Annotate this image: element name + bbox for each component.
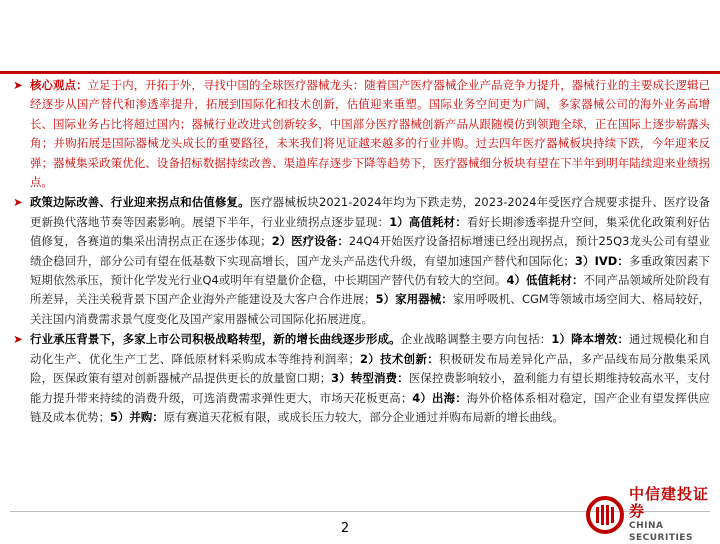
strategy-mna-label: 5）并购： — [110, 409, 164, 424]
segment-ivd-label: 3）IVD： — [574, 253, 629, 268]
strategy-consumer-label: 3）转型消费： — [331, 371, 409, 386]
china-securities-logo — [585, 485, 715, 543]
segment-low-value-consumables-label: 4）低值耗材： — [506, 273, 584, 288]
page-number: 2 — [340, 521, 350, 536]
transformation-intro: 企业战略调整主要方向包括： — [400, 332, 552, 347]
segment-home-devices-text: 家用呼吸机、CGM等领域市场空间大、格局较好，关注国内消费需求景气度变化及国产家用器械公司国际化拓展进度。 — [30, 292, 711, 326]
strategy-cost-reduction-label: 1）降本增效： — [551, 332, 630, 347]
strategy-mna-text: 原有赛道天花板有限，或成长压力较大，部分企业通过并购布局新的增长曲线。 — [163, 409, 564, 424]
segment-high-value-consumables-label: 1）高值耗材： — [389, 214, 467, 229]
segment-medical-equipment-text: 24Q4开始医疗设备招标增速已经出现拐点，预计25Q3龙头公司有望业绩企稳回升，部分公司有望在低基数下实现高增长，国产龙头产品迭代升级，有望加速国产替代和国际化； — [30, 234, 711, 268]
segment-home-devices-label: 5）家用器械： — [375, 292, 453, 307]
header-divider — [0, 71, 720, 74]
report-body — [10, 76, 710, 428]
strategy-overseas-text: 海外价格体系相对稳定，国产企业有望发挥供应链及成本优势； — [30, 390, 710, 424]
strategic-transformation-text — [26, 330, 710, 427]
bullet-policy-inflection — [10, 193, 710, 329]
logo-english-name: CHINA SECURITIES — [629, 521, 693, 543]
policy-intro: 医疗器械板块2021-2024年均为下跌走势，2023-2024年受医疗合规要求提升、医疗设备更新换代落地节奏等因素影响。展望下半年，行业业绩拐点逐步显现： — [30, 195, 711, 229]
arrow-bullet-icon: ➤ — [13, 195, 23, 210]
policy-inflection-text — [26, 193, 710, 329]
segment-high-value-consumables-text: 看好长期渗透率提升空间，集采优化政策利好估值修复，各赛道的集采出清拐点正在逐步体现； — [30, 214, 710, 249]
strategy-innovation-label: 2）技术创新： — [359, 351, 440, 366]
bullet-strategic-transformation — [10, 330, 710, 427]
segment-low-value-consumables-text: 不同产品领域所处阶段有所差异，关注关税背景下国产企业海外产能建设及大客户合作进展； — [30, 273, 710, 307]
china-securities-emblem-icon — [585, 495, 625, 535]
transformation-heading: 行业承压背景下，多家上市公司积极战略转型，新的增长曲线逐步形成。 — [30, 332, 401, 347]
bullet-key-view — [10, 76, 710, 192]
arrow-bullet-icon: ➤ — [13, 332, 23, 347]
strategy-cost-reduction-text: 通过规模化和自动化生产、优化生产工艺、降低原材料采购成本等维持利润率； — [30, 332, 710, 366]
logo-chinese-name: 中信建投证券 — [629, 485, 710, 520]
key-view-text — [26, 76, 710, 192]
segment-ivd-text: 多重政策因素下短期依然承压，预计化学发光行业Q4或明年有望量价企稳，中长期国产替代仍有较大的空间。 — [30, 253, 710, 288]
policy-heading: 政策边际改善、行业迎来拐点和估值修复。 — [30, 195, 250, 210]
key-view-heading: 核心观点： — [30, 78, 88, 92]
arrow-bullet-icon: ➤ — [13, 78, 23, 92]
strategy-consumer-text: 医保控费影响较小，盈利能力有望长期维持较高水平，支付能力提升带来持续的消费升级，可选消费需求弹性更大，市场天花板更高； — [30, 371, 711, 405]
key-view-body: 立足于内，开拓于外，寻找中国的全球医疗器械龙头：随着国产医疗器械企业产品竞争力提升，器械行业的主要成长逻辑已经逐步从国产替代和渗透率提升，拓展到国际化和技术创新，估值迎来重塑。国际业务空间更为广阔，多家器械公司的海外业务高增长、国际业务占比将超过国内；器械行业改进式创新较多，中国部分医疗器械创新产品从跟随模仿到领跑全球，正在国际上逐步崭露头角；并购拓展是国际器械龙头成长的重要路径，未来我们将见证越来越多的行业并购。过去四年医疗器械板块持续下跌，今年迎来反弹；器械集采政策优化、设备招标数据持续改善、渠道库存逐步下降等趋势下，医疗器械细分板块有望在下半年到明年陆续迎来业绩拐点。 — [30, 78, 710, 190]
strategy-innovation-text: 积极研发布局差异化产品，多产品线布局分散集采风险，医保政策有望对创新器械产品提供更长的放量窗口期； — [30, 351, 710, 386]
strategy-overseas-label: 4）出海： — [412, 390, 467, 405]
segment-medical-equipment-label: 2）医疗设备： — [271, 234, 349, 249]
